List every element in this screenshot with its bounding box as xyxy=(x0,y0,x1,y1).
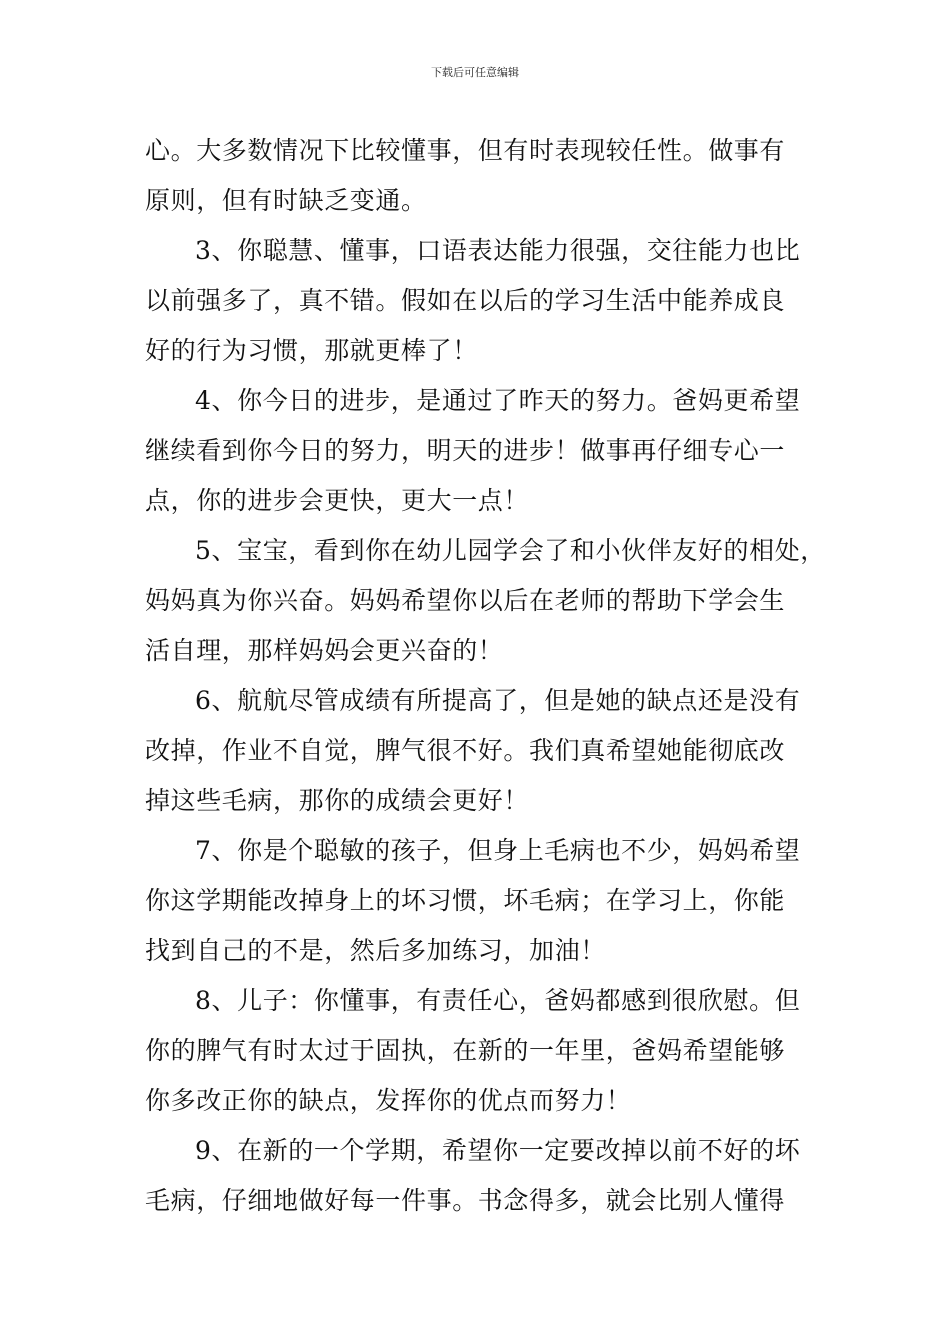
text-line: 毛病，仔细地做好每一件事。书念得多，就会比别人懂得 xyxy=(145,1186,786,1215)
paragraph xyxy=(145,526,826,676)
text-line: 9、在新的一个学期，希望你一定要改掉以前不好的坏 xyxy=(195,1136,801,1165)
document-body xyxy=(145,126,826,1226)
text-line: 掉这些毛病，那你的成绩会更好！ xyxy=(145,786,530,815)
paragraph xyxy=(145,126,810,226)
text-line: 8、儿子：你懂事，有责任心，爸妈都感到很欣慰。但 xyxy=(195,986,801,1015)
page-header: 下载后可任意编辑 xyxy=(431,66,519,79)
text-line: 你这学期能改掉身上的坏习惯，坏毛病；在学习上，你能 xyxy=(145,886,786,915)
paragraph xyxy=(145,676,810,826)
text-line: 活自理，那样妈妈会更兴奋的！ xyxy=(145,636,504,665)
text-line: 6、航航尽管成绩有所提高了，但是她的缺点还是没有 xyxy=(195,686,801,715)
text-line: 你多改正你的缺点，发挥你的优点而努力！ xyxy=(145,1086,632,1115)
paragraph xyxy=(145,1126,810,1226)
text-line: 你的脾气有时太过于固执，在新的一年里，爸妈希望能够 xyxy=(145,1036,786,1065)
text-line: 妈妈真为你兴奋。妈妈希望你以后在老师的帮助下学会生 xyxy=(145,586,786,615)
text-line: 3、你聪慧、懂事，口语表达能力很强，交往能力也比 xyxy=(195,236,801,265)
text-line: 好的行为习惯，那就更棒了！ xyxy=(145,336,478,365)
paragraph xyxy=(145,826,810,976)
text-line: 继续看到你今日的努力，明天的进步！做事再仔细专心一 xyxy=(145,436,786,465)
text-line: 点，你的进步会更快，更大一点！ xyxy=(145,486,530,515)
text-line: 以前强多了，真不错。假如在以后的学习生活中能养成良 xyxy=(145,286,786,315)
text-line: 5、宝宝，看到你在幼儿园学会了和小伙伴友好的相处， xyxy=(195,536,826,565)
text-line: 改掉，作业不自觉，脾气很不好。我们真希望她能彻底改 xyxy=(145,736,786,765)
text-line: 7、你是个聪敏的孩子，但身上毛病也不少，妈妈希望 xyxy=(195,836,801,865)
text-line: 心。大多数情况下比较懂事，但有时表现较任性。做事有 xyxy=(145,136,786,165)
text-line: 原则，但有时缺乏变通。 xyxy=(145,186,427,215)
paragraph xyxy=(145,976,810,1126)
text-line: 找到自己的不是，然后多加练习，加油！ xyxy=(145,936,606,965)
text-line: 4、你今日的进步，是通过了昨天的努力。爸妈更希望 xyxy=(195,386,801,415)
paragraph xyxy=(145,376,810,526)
paragraph xyxy=(145,226,810,376)
